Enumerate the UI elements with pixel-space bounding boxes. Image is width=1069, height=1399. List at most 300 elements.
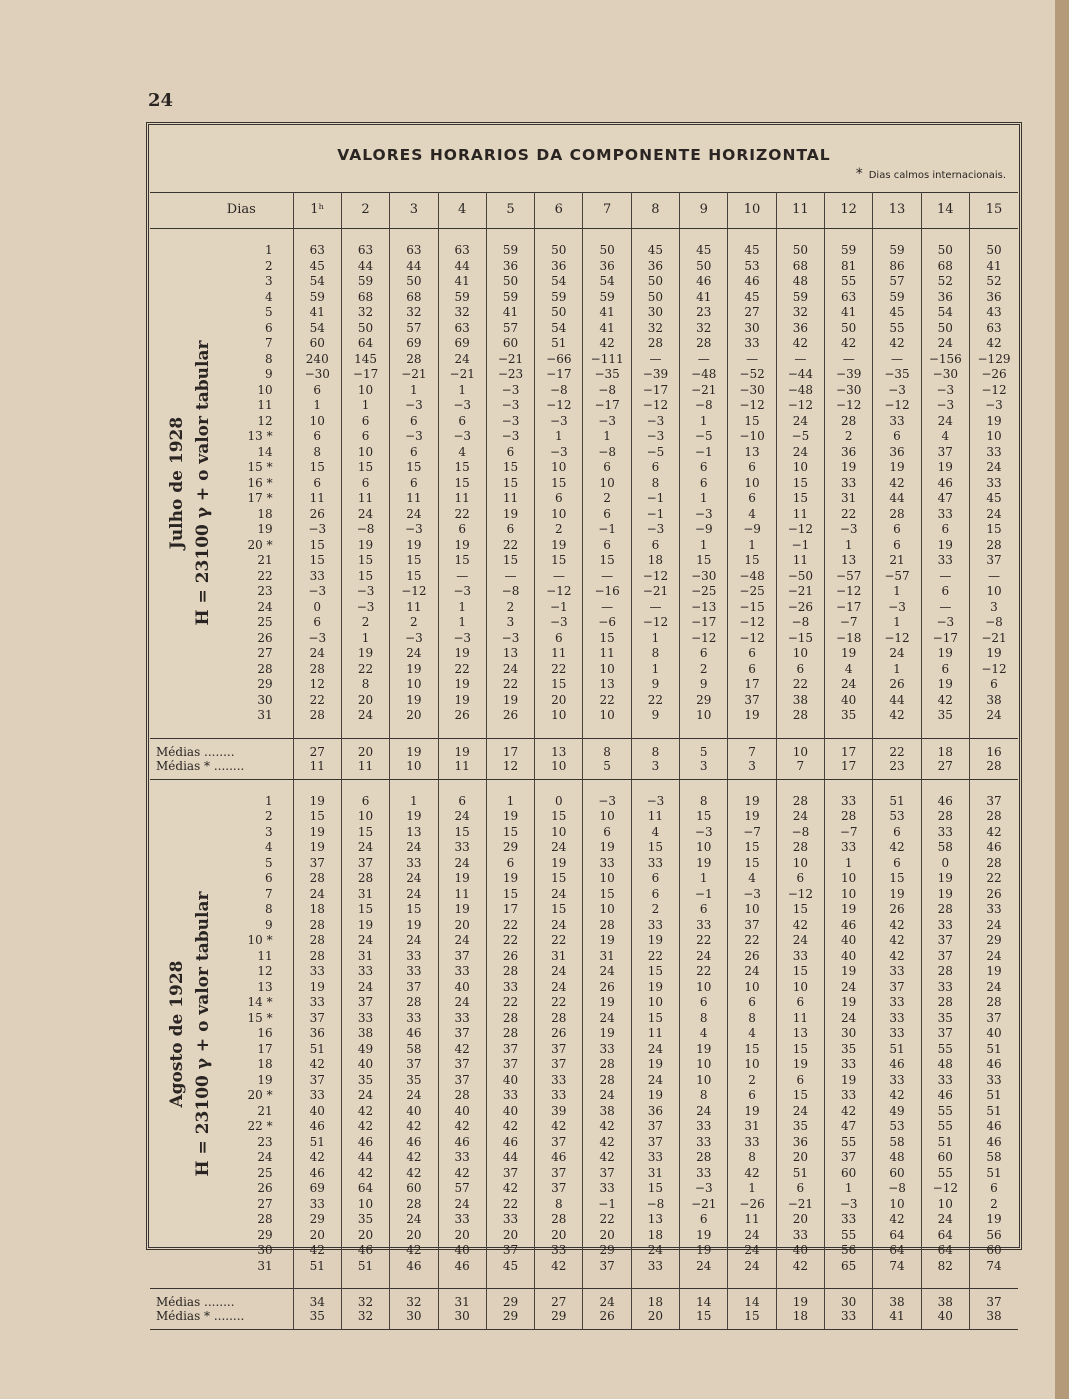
day-number: 14 [257,444,273,459]
day-number: 19 [257,522,273,536]
hour-value: 1 [438,600,486,616]
hour-value: −3 [438,584,486,600]
hour-value: 33 [873,1026,921,1042]
hour-value: −12 [825,398,873,414]
hour-value: 24 [969,708,1018,724]
hour-value: 28 [776,840,824,856]
spacer [390,779,438,794]
hour-value: 22 [535,995,583,1011]
hour-value: 40 [825,693,873,709]
hour-value: 37 [535,1057,583,1073]
hour-value: −12 [390,584,438,600]
hour-value: −30 [293,367,341,383]
hour-value: 4 [825,662,873,678]
spacer [390,724,438,739]
month-label [150,243,230,724]
hour-value: 49 [341,1042,389,1058]
hour-value: 6 [535,631,583,647]
hour-value: 33 [921,507,969,523]
hour-value: −8 [969,615,1018,631]
hour-value: −8 [583,445,631,461]
hour-value: 22 [438,662,486,678]
table-row [150,615,1018,631]
hour-value: 19 [390,918,438,934]
spacer [969,1274,1018,1289]
hour-value: −12 [873,398,921,414]
hour-value: 33 [921,918,969,934]
table-row [150,274,1018,290]
hour-value: 8 [728,1011,776,1027]
hour-value: 33 [293,1197,341,1213]
hour-value: 22 [631,949,679,965]
hour-value: 19 [825,1073,873,1089]
hour-value: 37 [583,1166,631,1182]
hour-value: 6 [390,414,438,430]
day-number: 30 [257,1243,273,1257]
hour-value: 42 [873,476,921,492]
hour-value: 6 [486,856,534,872]
hour-value: 10 [341,445,389,461]
hour-value: 33 [438,1212,486,1228]
spacer [969,724,1018,739]
hour-value: 22 [486,677,534,693]
hour-value: 6 [776,662,824,678]
hour-value: 19 [341,918,389,934]
hour-value: 59 [873,243,921,259]
hour-value: 31 [825,491,873,507]
hour-value: 6 [680,902,728,918]
day-number: 6 [264,320,273,335]
hour-value: 33 [680,1119,728,1135]
table-row [150,1104,1018,1120]
hour-value: 26 [486,708,534,724]
hour-value: 19 [680,856,728,872]
month-name: Julho de 1928 [167,417,187,550]
hour-value: 29 [293,1212,341,1228]
hour-value: 24 [631,1042,679,1058]
day-number: 29 [257,677,273,691]
hour-value: 24 [535,980,583,996]
hour-value: −3 [535,414,583,430]
hour-value: 33 [438,1150,486,1166]
hour-value: 33 [873,995,921,1011]
hour-value: −3 [293,584,341,600]
hour-value: 15 [390,902,438,918]
hour-value: 31 [583,949,631,965]
hour-value: −9 [728,522,776,538]
hour-value: 24 [341,507,389,523]
hour-value: −156 [921,352,969,368]
hour-value: 42 [873,933,921,949]
hour-value: 15 [293,538,341,554]
mean-value: 7 [728,738,776,759]
hour-value: 6 [776,1181,824,1197]
calm-mean-value: 10 [390,759,438,780]
day-number: 23 [257,1134,273,1149]
hour-value: 15 [341,553,389,569]
hour-value: 42 [825,1104,873,1120]
hour-value: −6 [583,615,631,631]
hour-header: 3 [390,192,438,229]
hour-value: 59 [583,290,631,306]
table-row [150,522,1018,538]
hour-value: 28 [873,507,921,523]
spacer [776,1274,824,1289]
hour-value: 15 [728,856,776,872]
hour-value: 6 [341,429,389,445]
hour-value: 33 [631,1150,679,1166]
hour-value: 20 [293,1228,341,1244]
hour-value: 19 [873,887,921,903]
hour-value: 50 [341,321,389,337]
spacer [341,724,389,739]
hour-value: 20 [390,708,438,724]
hour-value: 15 [438,476,486,492]
hour-value: 20 [390,1228,438,1244]
hour-value: 19 [631,933,679,949]
hour-value: 19 [486,693,534,709]
hour-value: 24 [535,840,583,856]
hour-value: 69 [390,336,438,352]
hour-value: 41 [486,305,534,321]
table-row [150,1212,1018,1228]
hour-value: 22 [486,538,534,554]
calm-mean-value: 3 [680,759,728,780]
table-row [150,600,1018,616]
spacer [486,229,534,244]
day-number: 19 [257,1072,273,1087]
day-number: 29 [257,1227,273,1242]
hour-value: 19 [969,646,1018,662]
hour-value: 19 [680,1228,728,1244]
day-number: 18 [257,1057,273,1071]
hour-value: — [921,569,969,585]
hour-value: 51 [969,1088,1018,1104]
hour-value: — [583,569,631,585]
mean-value: 27 [293,738,341,759]
hour-value: −3 [921,383,969,399]
hour-value: 19 [921,538,969,554]
hour-value: −17 [341,367,389,383]
mean-value: 34 [293,1289,341,1310]
hour-value: −48 [680,367,728,383]
hour-value: 3 [969,600,1018,616]
hour-value: 15 [776,476,824,492]
table-row [150,887,1018,903]
hour-value: 33 [486,980,534,996]
hour-value: 42 [921,693,969,709]
spacer [873,229,921,244]
hour-value: 6 [776,1073,824,1089]
hour-value: 35 [921,1011,969,1027]
spacer [969,229,1018,244]
hour-value: 64 [341,1181,389,1197]
calm-mean-value: 29 [486,1309,534,1330]
hour-value: 35 [776,1119,824,1135]
hour-value: −26 [776,600,824,616]
hour-value: 24 [776,1104,824,1120]
hour-value: 6 [680,476,728,492]
hour-value: 38 [776,693,824,709]
hour-value: 46 [969,1119,1018,1135]
spacer [293,229,341,244]
hour-value: −7 [728,825,776,841]
hour-value: 22 [776,677,824,693]
hour-value: 15 [486,476,534,492]
hour-value: −3 [486,414,534,430]
hour-value: 22 [969,871,1018,887]
hour-value: 42 [486,1119,534,1135]
hour-value: 0 [921,856,969,872]
hour-value: 59 [825,243,873,259]
hour-value: 36 [486,259,534,275]
table-row [150,693,1018,709]
calm-mean-value: 12 [486,759,534,780]
hour-value: 9 [631,708,679,724]
hour-value: 6 [583,507,631,523]
hour-value: 68 [390,290,438,306]
hour-header: 7 [583,192,631,229]
hour-value: 55 [921,1166,969,1182]
spacer [873,1274,921,1289]
hour-value: −1 [583,522,631,538]
hour-header: 2 [341,192,389,229]
hour-value: 1 [825,538,873,554]
calm-mean-value: 15 [728,1309,776,1330]
hour-value: 24 [438,933,486,949]
hour-value: −21 [486,352,534,368]
hour-value: 35 [341,1073,389,1089]
hour-value: 1 [728,1181,776,1197]
hour-value: 15 [776,491,824,507]
hour-value: 40 [776,1243,824,1259]
spacer [728,229,776,244]
hour-value: 1 [680,491,728,507]
hour-value: 24 [680,1259,728,1275]
hour-value: 24 [390,840,438,856]
hour-value: 20 [776,1212,824,1228]
hour-value: −5 [776,429,824,445]
hour-value: 40 [486,1104,534,1120]
hour-value: 28 [969,538,1018,554]
hour-value: 20 [486,1228,534,1244]
hour-value: 1 [631,662,679,678]
hour-value: 37 [535,1166,583,1182]
hour-value: 37 [969,553,1018,569]
calm-mean-value: 27 [921,759,969,780]
table-row [150,538,1018,554]
hour-value: 60 [825,1166,873,1182]
calm-mean-value: 41 [873,1309,921,1330]
hour-value: −17 [921,631,969,647]
hour-value: −44 [776,367,824,383]
hour-value: −12 [969,383,1018,399]
hour-value: −18 [825,631,873,647]
hour-value: 6 [873,538,921,554]
hour-value: 15 [535,871,583,887]
hour-value: −8 [776,825,824,841]
hour-value: 46 [921,476,969,492]
hour-value: −3 [969,398,1018,414]
hour-value: 24 [873,646,921,662]
hour-value: 18 [293,902,341,918]
day-number: 25 [257,1165,273,1180]
hour-value: 41 [438,274,486,290]
day-number: 7 [264,886,273,901]
hour-value: 45 [969,491,1018,507]
hour-value: 6 [486,445,534,461]
hour-value: 46 [293,1166,341,1182]
hour-value: 42 [873,336,921,352]
spacer [873,724,921,739]
hour-value: 55 [921,1104,969,1120]
hour-value: 1 [873,662,921,678]
hour-value: 11 [631,1026,679,1042]
hour-value: −111 [583,352,631,368]
hour-value: 10 [776,460,824,476]
hour-value: 51 [873,1042,921,1058]
calm-mean-value: 33 [825,1309,873,1330]
hour-value: 2 [583,491,631,507]
hour-value: 37 [631,1119,679,1135]
hour-value: 37 [535,1181,583,1197]
spacer [341,779,389,794]
day-number: 8 [264,351,273,366]
hour-value: 33 [341,1011,389,1027]
hour-value: 51 [776,1166,824,1182]
hour-value: 37 [438,1026,486,1042]
hour-value: 49 [873,1104,921,1120]
hour-value: 45 [728,290,776,306]
day-number: 23 [257,584,273,598]
spacer [535,1274,583,1289]
hour-value: 42 [535,1119,583,1135]
hour-value: 36 [776,321,824,337]
hour-value: 3 [486,615,534,631]
hour-value: 46 [873,1057,921,1073]
day-number: 21 [257,553,273,567]
day-number: 7 [264,336,273,350]
hour-value: 6 [873,522,921,538]
hour-value: 68 [341,290,389,306]
spacer [486,779,534,794]
hour-value: 40 [825,933,873,949]
hour-value: 48 [921,1057,969,1073]
hour-value: 37 [825,1150,873,1166]
hour-value: 59 [341,274,389,290]
hour-value: 1 [583,429,631,445]
hour-value: 54 [293,321,341,337]
hour-value: −12 [873,631,921,647]
table-row [150,794,1018,810]
hour-value: 11 [390,491,438,507]
hour-value: 37 [438,1073,486,1089]
hour-value: 33 [969,445,1018,461]
hour-value: 37 [486,1243,534,1259]
hour-value: 74 [969,1259,1018,1275]
spacer-row [150,229,1018,244]
hour-value: 10 [583,809,631,825]
calm-mean-value: 18 [776,1309,824,1330]
hour-value: 15 [583,553,631,569]
hour-value: 19 [921,871,969,887]
hour-value: 10 [680,1057,728,1073]
hour-value: 60 [921,1150,969,1166]
hour-value: 40 [438,1104,486,1120]
hour-value: 41 [583,305,631,321]
spacer [631,779,679,794]
hour-value: 33 [680,918,728,934]
hour-value: 28 [776,708,824,724]
hour-value: 24 [921,336,969,352]
day-number: 3 [264,274,273,288]
hour-value: 50 [969,243,1018,259]
day-number: 17 * [247,491,273,505]
hour-value: 42 [293,1150,341,1166]
mean-value: 30 [825,1289,873,1310]
day-number: 28 [257,1212,273,1226]
hour-value: 33 [680,1166,728,1182]
hour-value: 33 [293,1088,341,1104]
hour-value: 24 [390,933,438,949]
hour-value: 17 [728,677,776,693]
table-row [150,584,1018,600]
hour-value: 33 [873,964,921,980]
hour-value: 19 [535,538,583,554]
hour-value: 51 [969,1104,1018,1120]
table-row [150,933,1018,949]
hour-value: −15 [728,600,776,616]
day-number: 28 [257,661,273,676]
hour-value: −21 [680,1197,728,1213]
hour-value: 44 [486,1150,534,1166]
hour-value: −1 [535,600,583,616]
hour-value: −3 [631,429,679,445]
hour-value: 6 [293,615,341,631]
hour-value: 1 [631,631,679,647]
hour-value: 10 [583,662,631,678]
hour-value: 32 [631,321,679,337]
hour-value: 26 [486,949,534,965]
hour-value: 28 [921,809,969,825]
hour-value: −21 [390,367,438,383]
hour-value: 42 [873,918,921,934]
hour-value: 33 [631,856,679,872]
hour-value: 20 [438,1228,486,1244]
hour-value: 26 [728,949,776,965]
hour-value: 13 [631,1212,679,1228]
hour-value: 10 [728,1057,776,1073]
hour-value: −3 [873,383,921,399]
mean-value: 17 [486,738,534,759]
hour-value: 26 [535,1026,583,1042]
day-number: 14 * [247,995,273,1009]
hour-value: 46 [390,1259,438,1275]
hour-value: 42 [390,1243,438,1259]
hour-value: 19 [825,902,873,918]
hour-value: −50 [776,569,824,585]
hour-value: 42 [390,1166,438,1182]
hour-value: 6 [680,460,728,476]
hour-value: 24 [921,1212,969,1228]
mean-value: 38 [921,1289,969,1310]
hour-value: 4 [680,1026,728,1042]
hour-value: 4 [631,825,679,841]
table-row [150,1135,1018,1151]
hour-value: 6 [728,995,776,1011]
hour-value: 10 [535,825,583,841]
hour-value: 28 [825,809,873,825]
